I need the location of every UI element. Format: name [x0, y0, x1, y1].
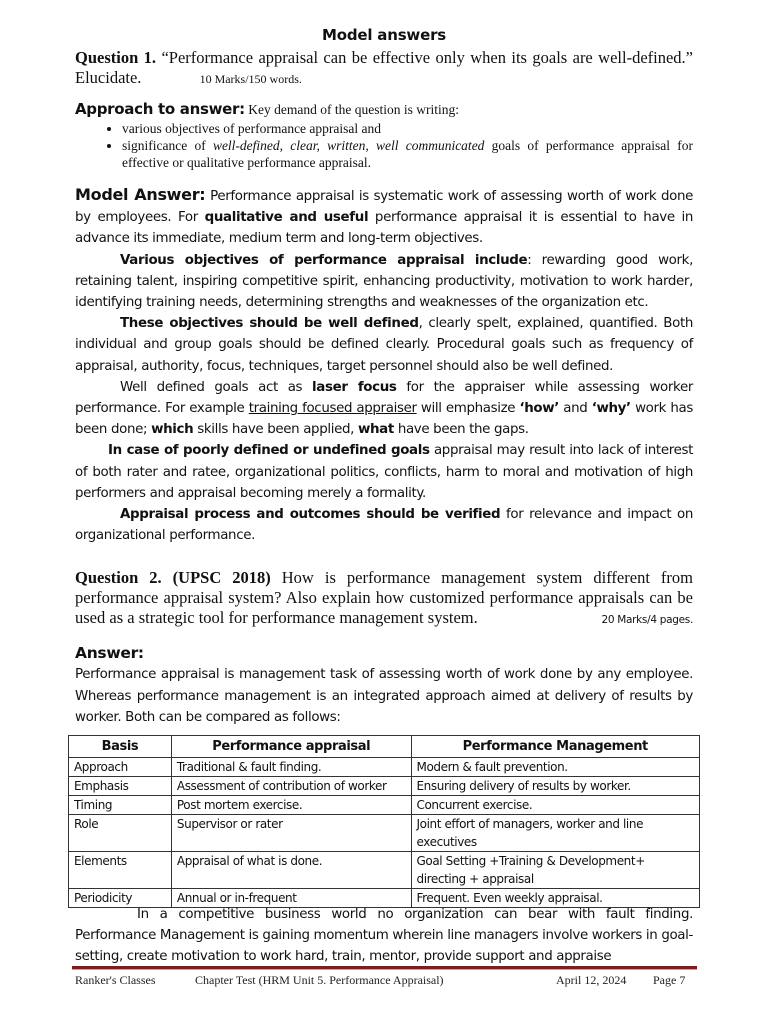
table-row — [69, 815, 700, 852]
table-cell: Assessment of contribution of worker — [171, 777, 411, 796]
text: and — [559, 401, 592, 417]
text: , clearly spelt, explained, quantified. Both individual and group goals should be defined clearly. Procedural goals such as frequency of appraisal, authority, focus, techniques, target personnel should also be well defined. — [75, 316, 694, 374]
table-cell: Joint effort of managers, worker and line executives — [411, 815, 700, 852]
table-header-row — [69, 736, 700, 758]
bold-text: qualitative and useful — [204, 210, 369, 226]
model-answer-p3 — [75, 313, 693, 377]
footer-page-number: Page 7 — [653, 973, 686, 987]
table-row — [69, 758, 700, 777]
bold-text: ‘how’ — [519, 401, 559, 417]
table-cell: Frequent. Even weekly appraisal. — [411, 889, 700, 908]
model-answer-p5 — [75, 440, 693, 504]
table-cell: Annual or in-frequent — [171, 889, 411, 908]
table-cell: Concurrent exercise. — [411, 796, 700, 815]
question-1-text: “Performance appraisal can be effective only when its goals are well-defined.” Elucidate. — [75, 48, 693, 87]
footer-date: April 12, 2024 — [556, 973, 627, 987]
closing-paragraph: In a competitive business world no organization can bear with fault finding. Performance Management is gaining momentum wherein line managers involve workers in goal-setting, create motivation to work hard, train, mentor, provide support and appraise — [75, 907, 694, 965]
model-answer-p6 — [75, 504, 693, 546]
bold-text: Various objectives of performance appraisal include — [120, 252, 528, 268]
bold-text: what — [357, 422, 394, 438]
answer-intro: Performance appraisal is management task of assessing worth of work done by any employee. Whereas performance management is an integrated approach aimed at delivery of results by worker. Both can be compared as follows: — [75, 667, 693, 725]
approach-text: Key demand of the question is writing: — [244, 102, 459, 117]
table-cell: Post mortem exercise. — [171, 796, 411, 815]
text: work has been done; — [75, 401, 693, 438]
table-cell: Goal Setting +Training & Development+ directing + appraisal — [411, 852, 700, 889]
table-cell: Emphasis — [69, 777, 172, 796]
table-cell: Modern & fault prevention. — [411, 758, 700, 777]
footer-publisher: Ranker's Classes — [75, 973, 156, 987]
model-answer-heading: Model Answer: — [75, 185, 206, 204]
underlined-text: training focused appraiser — [248, 401, 417, 417]
closing-section — [75, 904, 693, 968]
text: Performance appraisal is systematic work of assessing worth of work done by employees. For — [75, 189, 694, 226]
bold-text: Appraisal process and outcomes should be verified — [120, 507, 501, 523]
text: skills have been applied, — [193, 422, 358, 438]
approach-heading: Approach to answer: — [75, 100, 245, 118]
bold-text: In case of poorly defined or undefined goals — [108, 443, 430, 459]
table-cell: Elements — [69, 852, 172, 889]
bullet-text: goals of performance appraisal for effective or qualitative performance appraisal. — [122, 138, 694, 170]
bold-text: ‘why’ — [591, 401, 631, 417]
model-answer-p2 — [75, 250, 693, 314]
table-row — [69, 777, 700, 796]
approach-bullet — [122, 137, 693, 171]
text: for the appraiser while assessing worker performance. For example — [75, 379, 694, 417]
approach-bullets — [75, 120, 693, 171]
table-cell: Role — [69, 815, 172, 852]
table-row — [69, 796, 700, 815]
bold-text: which — [151, 422, 194, 438]
document-page — [75, 26, 693, 728]
question-1-marks: 10 Marks/150 words. — [199, 72, 302, 86]
bold-text: These objectives should be well defined — [120, 316, 419, 332]
column-header: Basis — [69, 736, 172, 758]
model-answer-p1 — [75, 184, 693, 250]
table-cell: Ensuring delivery of results by worker. — [411, 777, 700, 796]
comparison-table — [68, 735, 700, 908]
question-2 — [75, 568, 693, 628]
table-cell: Appraisal of what is done. — [171, 852, 411, 889]
text: Well defined goals act as — [120, 379, 313, 395]
table-cell: Approach — [69, 758, 172, 777]
question-1 — [75, 48, 693, 89]
bullet-emphasis: well-defined, clear, written, well communicated — [212, 138, 485, 153]
table-cell: Traditional & fault finding. — [171, 758, 411, 777]
column-header: Performance Management — [411, 736, 700, 758]
text: : rewarding good work, retaining talent, inspiring competitive spirit, enhancing productivity, motivation to work harder, identifying training needs, determining strengths and weaknesses of the organization etc. — [75, 252, 693, 311]
question-2-label: Question 2. (UPSC 2018) — [75, 568, 271, 588]
question-2-marks: 20 Marks/4 pages. — [601, 614, 693, 627]
column-header: Performance appraisal — [171, 736, 411, 758]
table-cell: Periodicity — [69, 889, 172, 908]
question-1-label: Question 1. — [75, 48, 157, 67]
table-cell: Supervisor or rater — [171, 815, 411, 852]
text: for relevance and impact on organizational performance. — [75, 507, 693, 544]
footer-chapter: Chapter Test (HRM Unit 5. Performance Appraisal) — [195, 973, 444, 987]
approach-section — [75, 101, 693, 171]
page-title: Model answers — [322, 26, 446, 44]
table-cell: Timing — [69, 796, 172, 815]
text: have been the gaps. — [393, 422, 529, 438]
bullet-text: significance of — [122, 138, 213, 153]
text: will emphasize — [416, 401, 520, 417]
answer-heading: Answer: — [75, 644, 144, 663]
bold-text: laser focus — [312, 379, 397, 395]
table-row — [69, 852, 700, 889]
footer-divider — [72, 966, 697, 970]
question-2-text: How is performance management system different from performance appraisal system? Also explain how customized performance appraisals can be used as a strategic tool for performance management system. — [75, 568, 693, 628]
text: appraisal may result into lack of interest of both rater and ratee, organizational politics, conflicts, harm to moral and motivation of high performers and appraisal becoming merely a formality. — [75, 443, 693, 501]
model-answer-p4 — [75, 377, 693, 441]
text: performance appraisal it is essential to have in advance its immediate, medium term and long-term objectives. — [75, 210, 693, 247]
approach-bullet: • various objectives of performance appraisal and — [122, 120, 693, 137]
